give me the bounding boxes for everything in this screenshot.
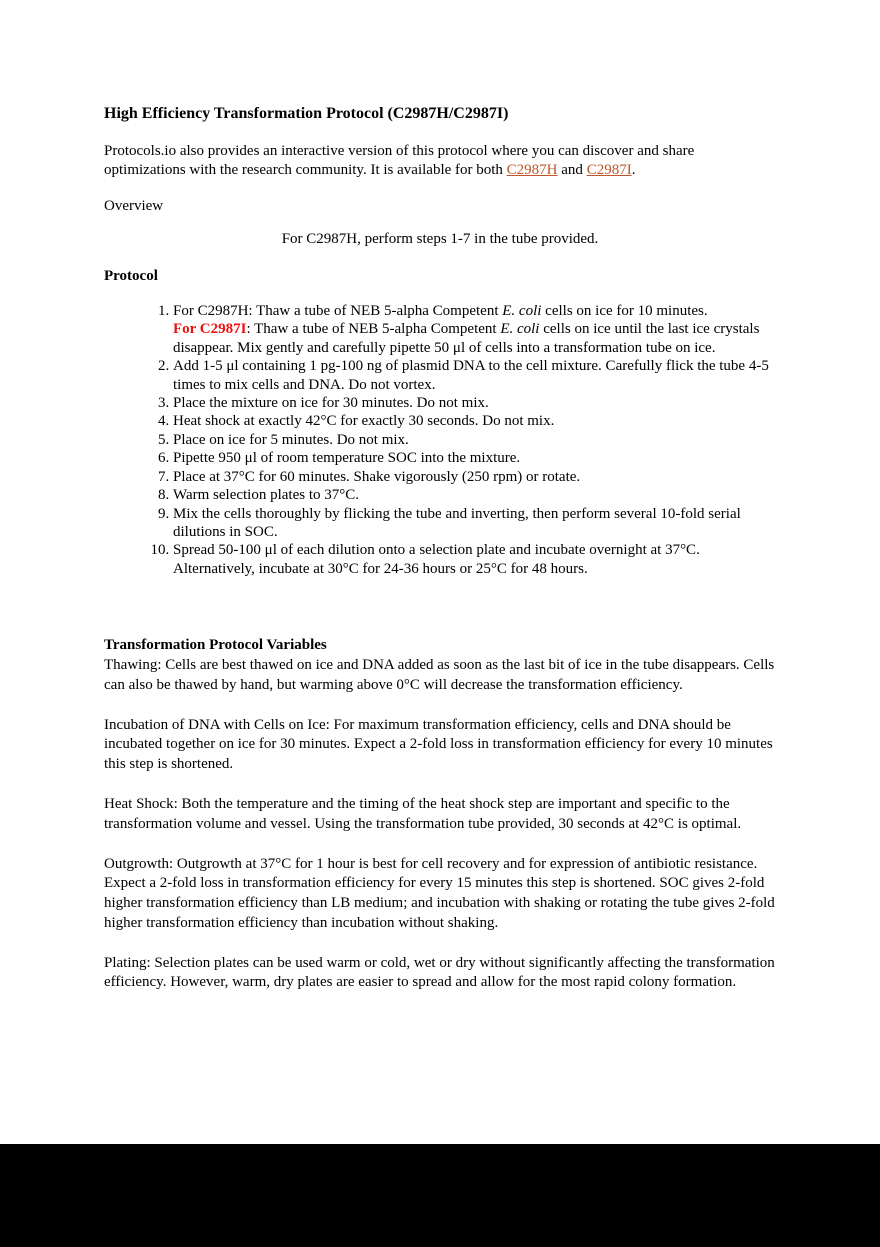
protocol-steps-list xyxy=(104,302,776,578)
step1-text-b: cells on ice for 10 minutes. xyxy=(541,303,708,320)
step1-ecoli-italic-1: E. coli xyxy=(502,303,542,320)
protocol-step-10: 10. Spread 50-100 μl of each dilution onto a selection plate and incubate overnight at 37°C. Alternatively, incubate at 30°C for 24-36 hours or 25°C for 48 hours. xyxy=(173,541,776,578)
intro-text-3: . xyxy=(631,162,636,179)
protocol-step-8: 8. Warm selection plates to 37°C. xyxy=(173,486,776,504)
step1-text-d: cells on ice until the last ice crystals disappear. Mix gently and carefully pipette 50 μl of cells into a transformation tube on ice. xyxy=(173,321,760,356)
step1-text-c: : Thaw a tube of NEB 5-alpha Competent xyxy=(246,321,501,338)
protocol-step-7: 7. Place at 37°C for 60 minutes. Shake vigorously (250 rpm) or rotate. xyxy=(173,468,776,486)
protocol-step-5: 5. Place on ice for 5 minutes. Do not mix. xyxy=(173,431,776,449)
variables-section xyxy=(104,636,776,993)
variables-paragraph-heat-shock: Heat Shock: Both the temperature and the timing of the heat shock step are important and specific to the transformation volume and vessel. Using the transformation tube provided, 30 seconds at 42°C is optimal. xyxy=(104,795,742,832)
c2987i-link[interactable]: C2987I xyxy=(586,162,632,179)
document-title: High Efficiency Transformation Protocol (C2987H/C2987I) xyxy=(104,105,509,122)
intro-paragraph xyxy=(104,142,776,181)
overview-note: For C2987H, perform steps 1-7 in the tube provided. xyxy=(281,231,599,248)
variables-paragraph-outgrowth: Outgrowth: Outgrowth at 37°C for 1 hour is best for cell recovery and for expression of antibiotic resistance. Expect a 2-fold loss in transformation efficiency for every 15 minutes this step is shortened. SOC gives 2-fold higher transformation efficiency than LB medium; and incubation with shaking or rotating the tube gives 2-fold higher transformation efficiency than incubation without shaking. xyxy=(104,855,775,931)
protocol-step-2: 2. Add 1-5 μl containing 1 pg-100 ng of plasmid DNA to the cell mixture. Carefully flick the tube 4-5 times to mix cells and DNA. Do not vortex. xyxy=(173,357,776,394)
bottom-black-bar xyxy=(0,1144,880,1247)
intro-text-1: Protocols.io also provides an interactive version of this protocol where you can discover and share optimizations with the research community. It is available for both xyxy=(104,143,695,179)
step1-text-a: For C2987H: Thaw a tube of NEB 5-alpha Competent xyxy=(173,303,503,320)
variables-paragraph-thawing: Thawing: Cells are best thawed on ice and DNA added as soon as the last bit of ice in the tube disappears. Cells can also be thawed by hand, but warming above 0°C will decrease the transformation efficiency. xyxy=(104,656,775,693)
c2987h-link[interactable]: C2987H xyxy=(506,162,558,179)
variables-paragraph-plating: Plating: Selection plates can be used warm or cold, wet or dry without significantly affecting the transformation efficiency. However, warm, dry plates are easier to spread and allow for the most rapid colony formation. xyxy=(104,954,775,991)
variables-heading: Transformation Protocol Variables xyxy=(104,637,327,654)
step1-ecoli-italic-2: E. coli xyxy=(500,321,540,338)
c2987i-variant-label: For C2987I xyxy=(173,321,247,338)
protocol-step-3: 3. Place the mixture on ice for 30 minutes. Do not mix. xyxy=(173,394,776,412)
intro-text-2: and xyxy=(557,162,587,179)
protocol-step-6: 6. Pipette 950 μl of room temperature SOC into the mixture. xyxy=(173,449,776,467)
overview-heading: Overview xyxy=(104,197,164,214)
protocol-heading: Protocol xyxy=(104,267,158,284)
protocol-step-9: 9. Mix the cells thoroughly by flicking the tube and inverting, then perform several 10-fold serial dilutions in SOC. xyxy=(173,505,776,542)
protocol-step-4: 4. Heat shock at exactly 42°C for exactly 30 seconds. Do not mix. xyxy=(173,412,776,430)
protocol-step-1 xyxy=(173,302,776,357)
variables-paragraph-incubation: Incubation of DNA with Cells on Ice: For maximum transformation efficiency, cells and DNA should be incubated together on ice for 30 minutes. Expect a 2-fold loss in transformation efficiency for every 10 minutes this step is shortened. xyxy=(104,716,773,773)
